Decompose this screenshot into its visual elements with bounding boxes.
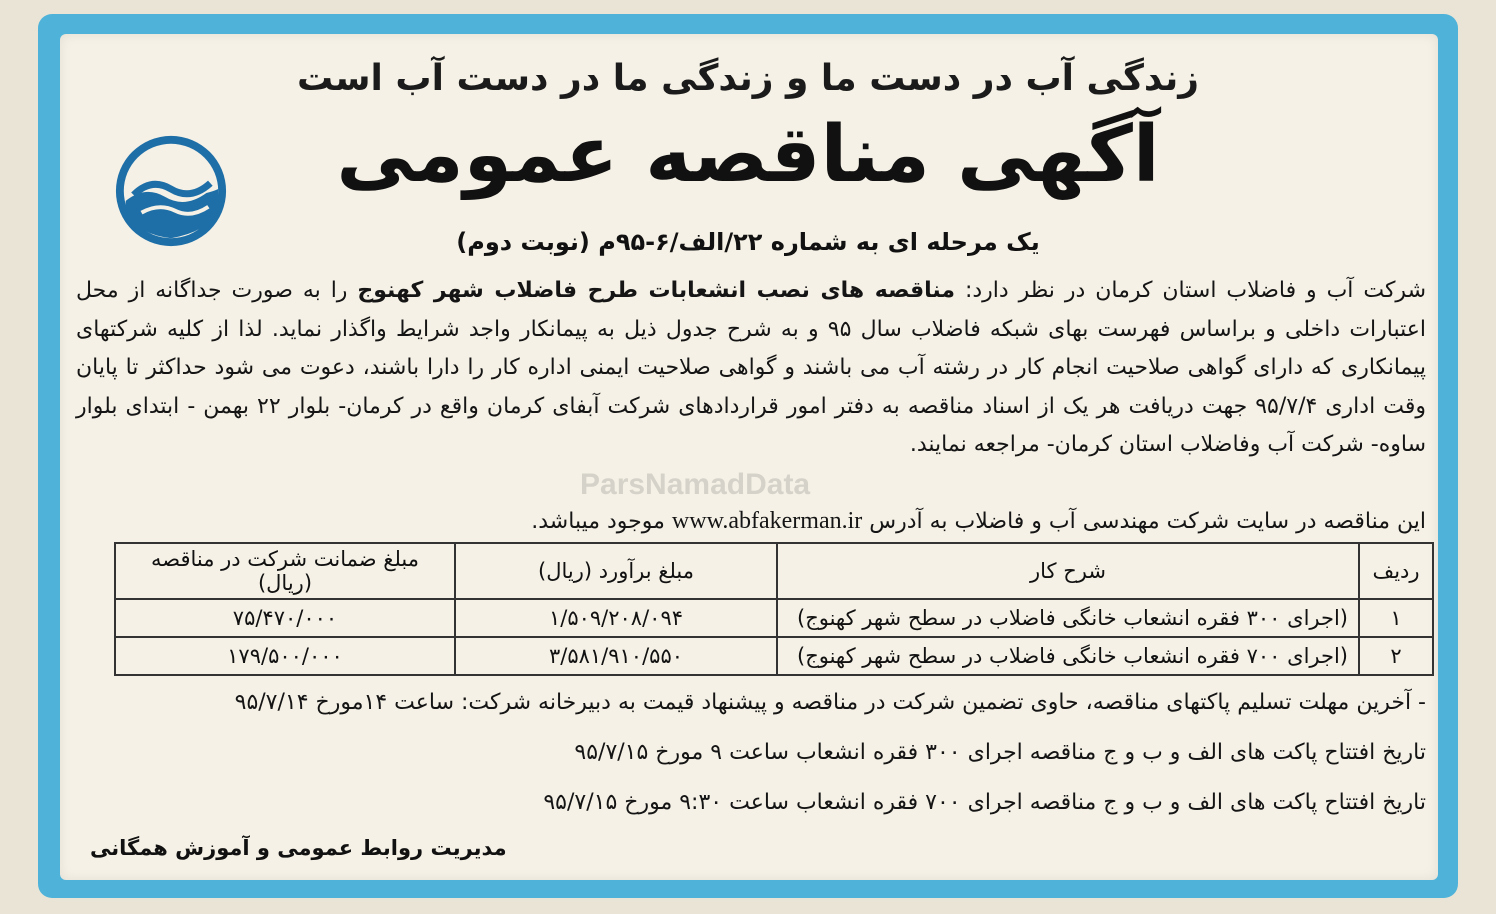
signature: مدیریت روابط عمومی و آموزش همگانی <box>90 836 507 860</box>
cell-description: (اجرای ۳۰۰ فقره انشعاب خانگی فاضلاب در سطح شهر کهنوج) <box>777 599 1359 637</box>
tender-table <box>114 542 1434 676</box>
cell-description: (اجرای ۷۰۰ فقره انشعاب خانگی فاضلاب در سطح شهر کهنوج) <box>777 637 1359 675</box>
opening-date-300: تاریخ افتتاح پاکت های الف و ب و ج مناقصه اجرای ۳۰۰ فقره انشعاب ساعت ۹ مورخ ۹۵/۷/۱۵ <box>574 740 1426 765</box>
watermark: ParsNamadData <box>580 468 811 501</box>
description-body: را به صورت جداگانه از محل اعتبارات داخلی و براساس فهرست بهای شبکه فاضلاب سال ۹۵ و به شرح جدول ذیل به پیمانکار واجد شرایط واگذار نماید. لذا از کلیه شرکتهای پیمانکاری که دارای گواهی صلاحیت انجام کار در رشته آب می باشند و گواهی صلاحیت ایمنی اداره کار را دارا باشند، دعوت می شود حداکثر تا پایان وقت اداری ۹۵/۷/۴ جهت دریافت هر یک از اسناد مناقصه به دفتر امور قراردادهای شرکت آبفای کرمان واقع در کرمان- بلوار ۲۲ بهمن - ابتدای بلوار ساوه- شرکت آب وفاضلاب استان کرمان- مراجعه نمایند. <box>76 278 1426 457</box>
website-line <box>76 508 1426 535</box>
website-line-after: موجود میباشد. <box>531 509 672 534</box>
header-row-number: ردیف <box>1359 543 1433 599</box>
cell-row-number: ۱ <box>1359 599 1433 637</box>
cell-estimate: ۱/۵۰۹/۲۰۸/۰۹۴ <box>455 599 777 637</box>
tender-number: یک مرحله ای به شماره ۲۲/الف/۶-۹۵م (نوبت دوم) <box>456 228 1040 256</box>
header-estimate: مبلغ برآورد (ریال) <box>455 543 777 599</box>
submission-deadline: - آخرین مهلت تسلیم پاکتهای مناقصه، حاوی تضمین شرکت در مناقصه و پیشنهاد قیمت به دبیرخانه شرکت: ساعت ۱۴مورخ ۹۵/۷/۱۴ <box>234 690 1426 715</box>
cell-estimate: ۳/۵۸۱/۹۱۰/۵۵۰ <box>455 637 777 675</box>
tender-description <box>76 272 1426 465</box>
header-description: شرح کار <box>777 543 1359 599</box>
table-header-row <box>115 543 1433 599</box>
opening-date-700: تاریخ افتتاح پاکت های الف و ب و ج مناقصه اجرای ۷۰۰ فقره انشعاب ساعت ۹:۳۰ مورخ ۹۵/۷/۱۵ <box>543 790 1426 815</box>
slogan: زندگی آب در دست ما و زندگی ما در دست آب است <box>297 58 1199 99</box>
table-row <box>115 599 1433 637</box>
cell-guarantee: ۷۵/۴۷۰/۰۰۰ <box>115 599 455 637</box>
cell-row-number: ۲ <box>1359 637 1433 675</box>
description-subject: مناقصه های نصب انشعابات طرح فاضلاب شهر کهنوج <box>357 278 956 303</box>
website-line-before: این مناقصه در سایت شرکت مهندسی آب و فاضلاب به آدرس <box>862 509 1426 534</box>
ad-title: آگهی مناقصه عمومی <box>336 110 1160 200</box>
cell-guarantee: ۱۷۹/۵۰۰/۰۰۰ <box>115 637 455 675</box>
table-row <box>115 637 1433 675</box>
website-url: www.abfakerman.ir <box>671 508 863 534</box>
description-intro: شرکت آب و فاضلاب استان کرمان در نظر دارد: <box>955 278 1426 303</box>
header-guarantee: مبلغ ضمانت شرکت در مناقصه (ریال) <box>115 543 455 599</box>
